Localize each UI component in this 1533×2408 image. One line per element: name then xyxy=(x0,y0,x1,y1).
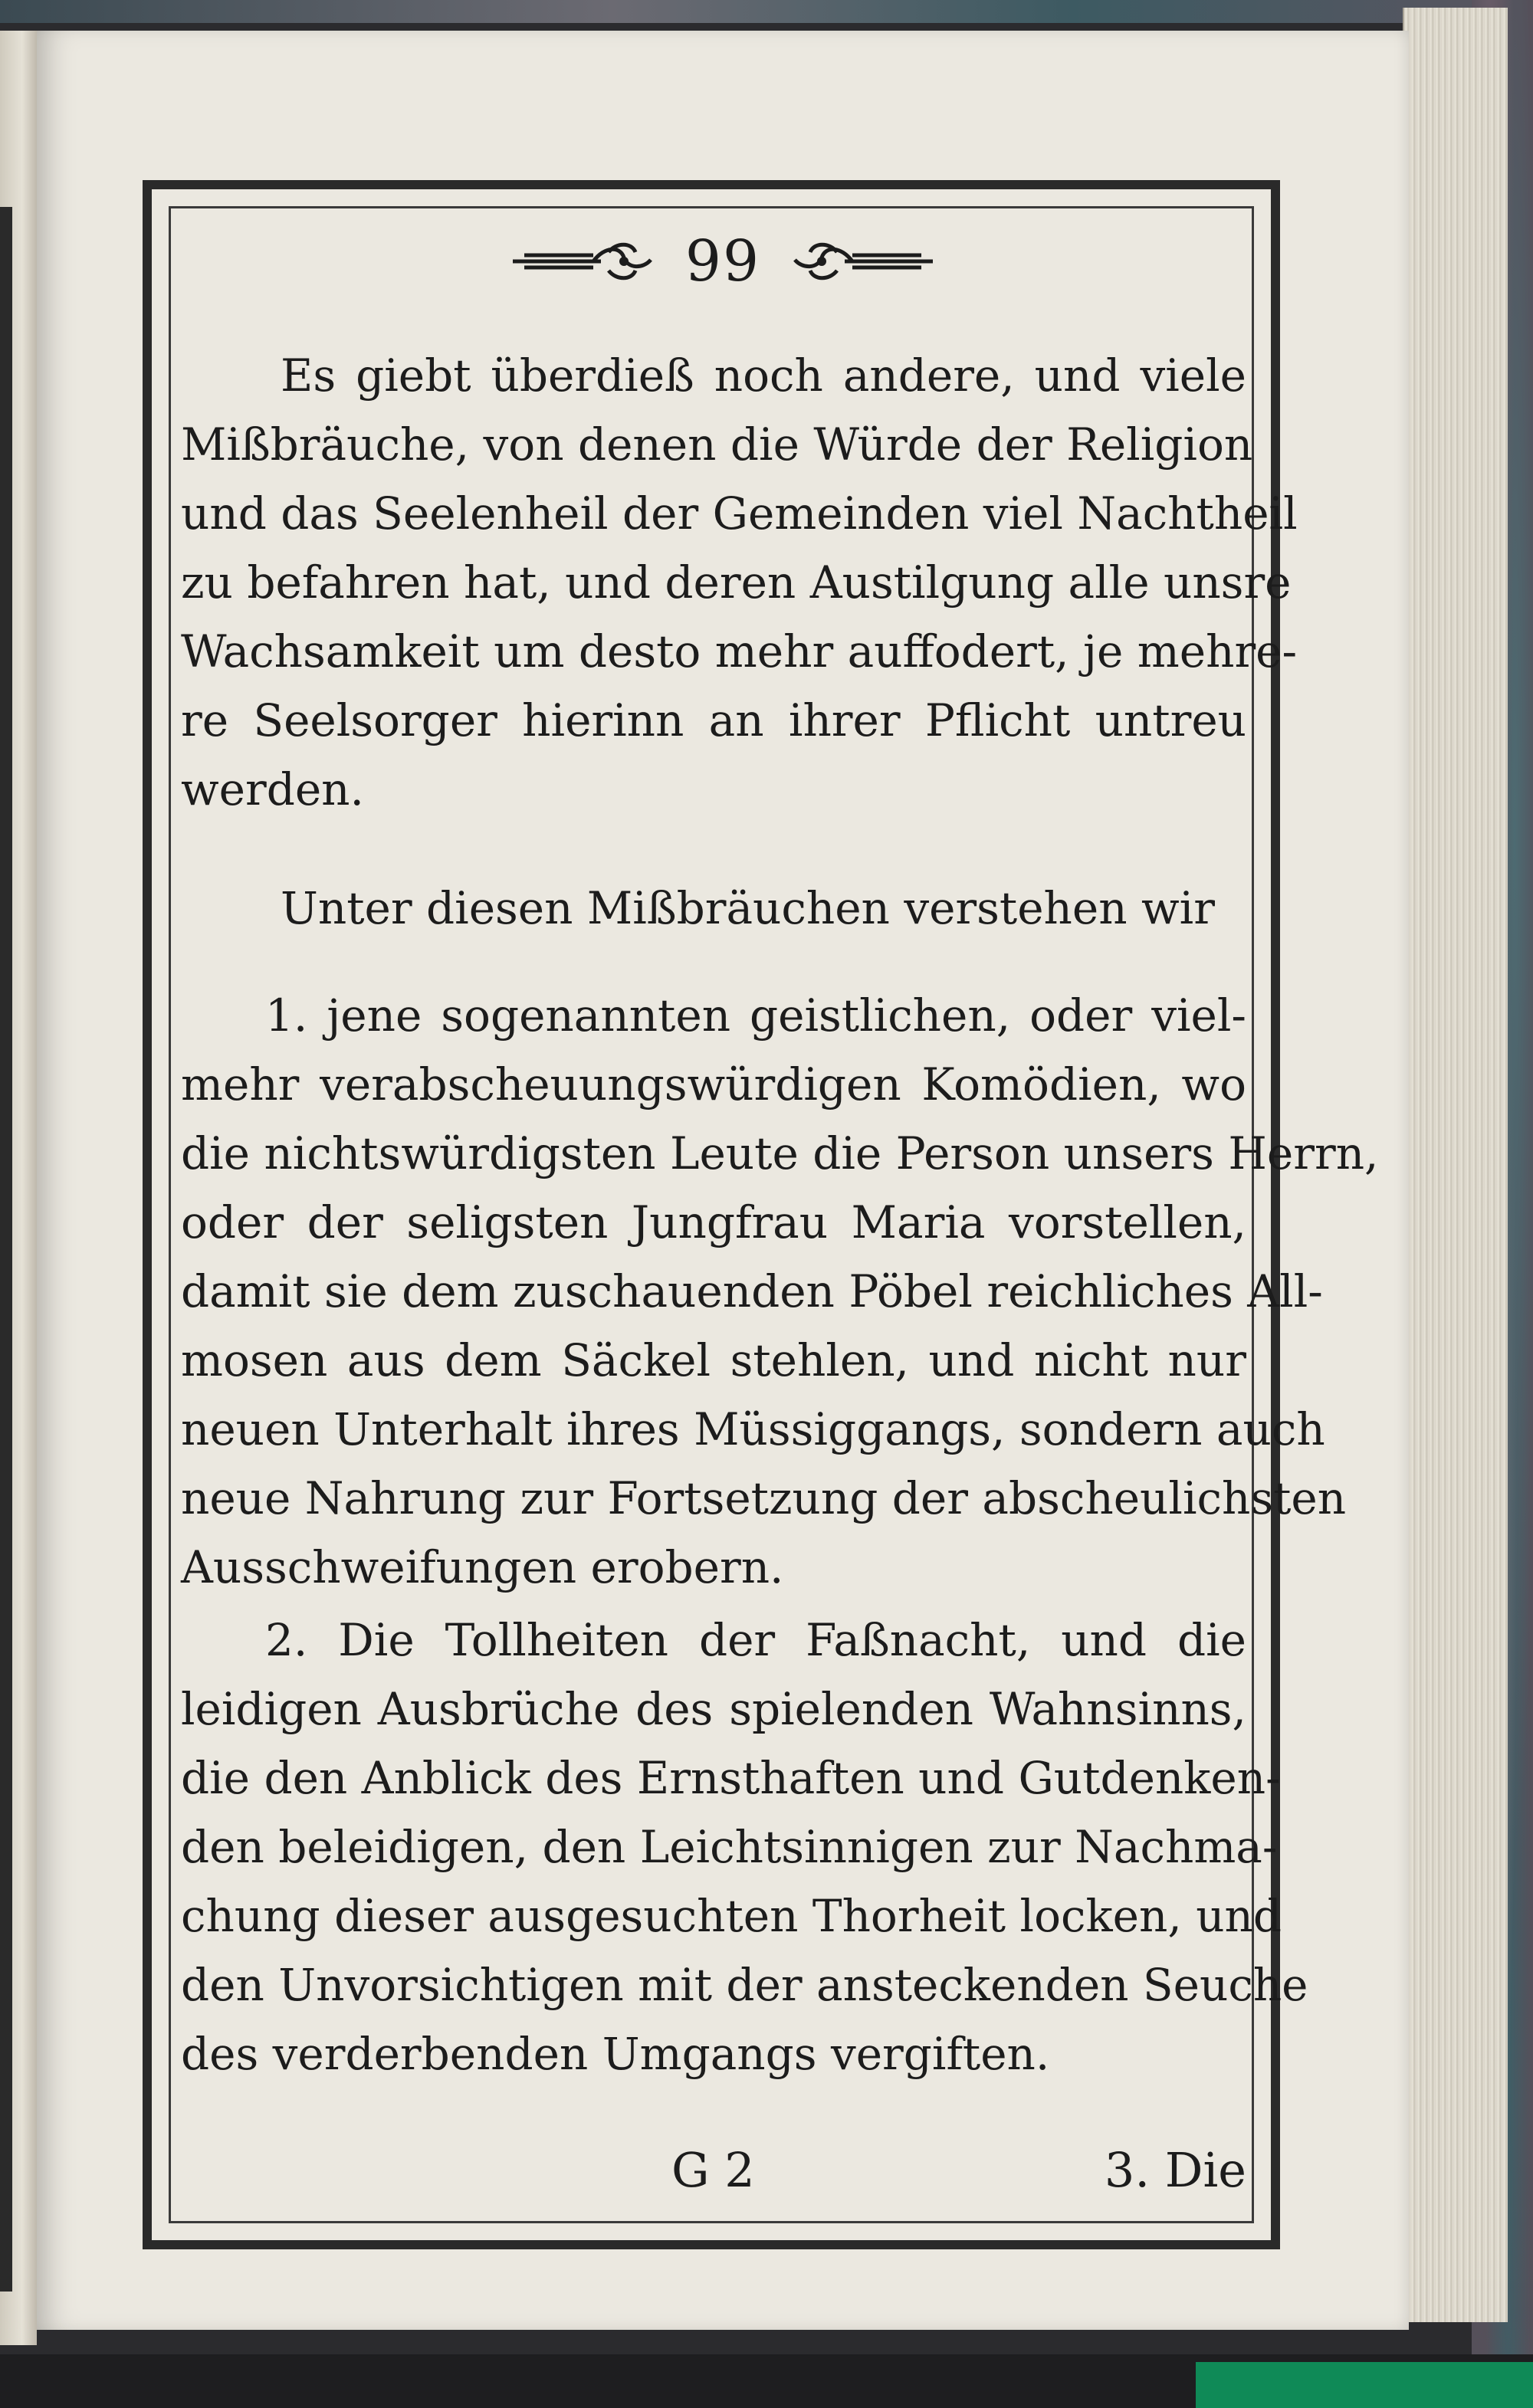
text-line: re Seelsorger hierinn an ihrer Pflicht untreu xyxy=(181,694,1246,746)
catchword: 3. Die xyxy=(1104,2142,1246,2198)
text-line: zu befahren hat, und deren Austilgung alle unsre xyxy=(181,556,1292,609)
text-line: 1. jene sogenannten geistlichen, oder viel- xyxy=(265,989,1246,1042)
page-header xyxy=(37,228,1409,294)
paragraph-item-1 xyxy=(181,981,1379,1602)
facing-page-edge xyxy=(0,31,37,2345)
text-line: des verderbenden Umgangs vergiften. xyxy=(181,2028,1050,2080)
text-line: den Unvorsichtigen mit der ansteckenden Seuche xyxy=(181,1959,1308,2011)
left-flourish-icon xyxy=(509,238,655,284)
right-flourish-icon xyxy=(791,238,937,284)
text-line: neuen Unterhalt ihres Müssiggangs, sondern auch xyxy=(181,1403,1325,1455)
page-number: 99 xyxy=(684,228,761,294)
text-line: mehr verabscheuungswürdigen Komödien, wo xyxy=(181,1058,1246,1111)
green-ribbon xyxy=(1196,2362,1533,2408)
text-line: Es giebt überdieß noch andere, und viele xyxy=(281,349,1246,402)
text-line: und das Seelenheil der Gemeinden viel Nachtheil xyxy=(181,487,1298,540)
text-line: Mißbräuche, von denen die Würde der Religion xyxy=(181,418,1253,471)
text-line: die den Anblick des Ernsthaften und Gutdenken- xyxy=(181,1752,1281,1804)
text-line: oder der seligsten Jungfrau Maria vorstellen, xyxy=(181,1196,1246,1248)
text-line: 2. Die Tollheiten der Faßnacht, und die xyxy=(265,1614,1246,1666)
text-line: die nichtswürdigsten Leute die Person unsers Herrn, xyxy=(181,1127,1379,1179)
paragraph-heading xyxy=(181,874,1246,943)
signature-mark: G 2 xyxy=(671,2142,755,2198)
text-line: Unter diesen Mißbräuchen verstehen wir xyxy=(281,882,1215,934)
book-top-edge xyxy=(0,0,1533,23)
paragraph-item-2 xyxy=(181,1606,1308,2088)
text-line: chung dieser ausgesuchten Thorheit locken, und xyxy=(181,1890,1282,1942)
text-line: leidigen Ausbrüche des spielenden Wahnsinns, xyxy=(181,1683,1246,1735)
text-line: damit sie dem zuschauenden Pöbel reichliches All- xyxy=(181,1265,1323,1317)
text-line: Ausschweifungen erobern. xyxy=(181,1541,784,1593)
text-line: mosen aus dem Säckel stehlen, und nicht nur xyxy=(181,1334,1246,1386)
text-line: werden. xyxy=(181,763,364,815)
text-line: neue Nahrung zur Fortsetzung der abscheulichsten xyxy=(181,1472,1347,1524)
book-page xyxy=(37,31,1409,2330)
page-stack-edge xyxy=(1403,8,1508,2322)
text-line: Wachsamkeit um desto mehr auffodert, je mehre- xyxy=(181,625,1298,677)
paragraph-intro xyxy=(181,341,1298,824)
page-footer xyxy=(181,2142,1246,2203)
facing-page-frame-rule xyxy=(0,207,12,2292)
text-line: den beleidigen, den Leichtsinnigen zur Nachma- xyxy=(181,1821,1278,1873)
